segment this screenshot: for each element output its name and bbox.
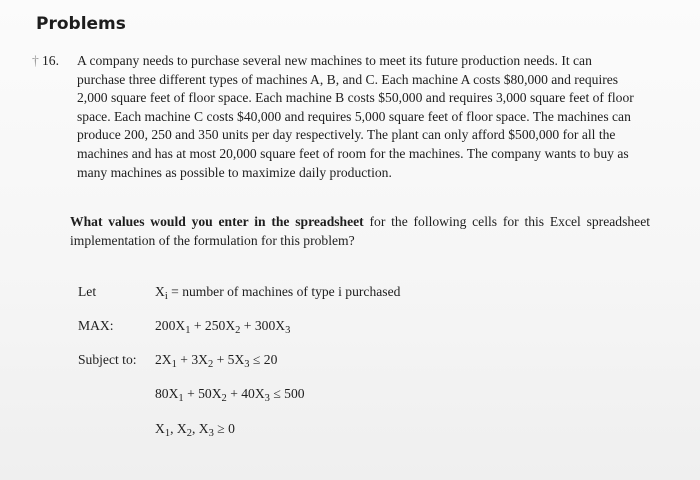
objective-function: $200X_1 + 250X_2 + 300X_3$: [155, 318, 291, 336]
subject-to-label: Subject to:: [78, 352, 137, 367]
question-bold: What values would you enter in the spreadsheet: [70, 214, 364, 229]
problem-statement: [32, 52, 638, 182]
let-rest: = number of machines of type i purchased: [167, 284, 401, 299]
section-heading: Problems: [36, 14, 126, 34]
question-rest: for the following cells for this Excel spreadsheet implementation of the formulation for this problem?: [70, 214, 651, 248]
question-text: [70, 212, 650, 250]
let-label: Let: [78, 284, 97, 299]
constraint-nonnegativity: $X_1$, $X_2$, $X_3 \ge 0$: [155, 421, 235, 439]
problem-text: A company needs to purchase several new machines to meet its future production needs. It can purchase three different types of machines A, B, and C. Each machine A costs $80,000 and requires 2,000 square feet of floor space. Each machine B costs $50,000 and requires 3,000 square feet of floor space. Each machine C costs $40,000 and requires 5,000 square feet of floor space. The machines can produce 200, 250 and 350 units per day respectively. The plant can only afford $500,000 for all the machines and has at most 20,000 square feet of room for the machines. The company wants to buy as many machines as possible to maximize daily production.: [77, 53, 634, 180]
max-label: MAX:: [78, 318, 114, 333]
pen-mark: †: [32, 53, 39, 68]
let-sub: i: [164, 291, 168, 302]
problem-number: 16.: [42, 53, 59, 68]
let-var: X: [155, 284, 165, 299]
constraint-floor-space: $2X_1 + 3X_2 + 5X_3 \le 20$: [155, 352, 278, 370]
let-definition: [155, 284, 400, 300]
constraint-budget: $80X_1 + 50X_2 + 40X_3 \le 500$: [155, 386, 305, 404]
